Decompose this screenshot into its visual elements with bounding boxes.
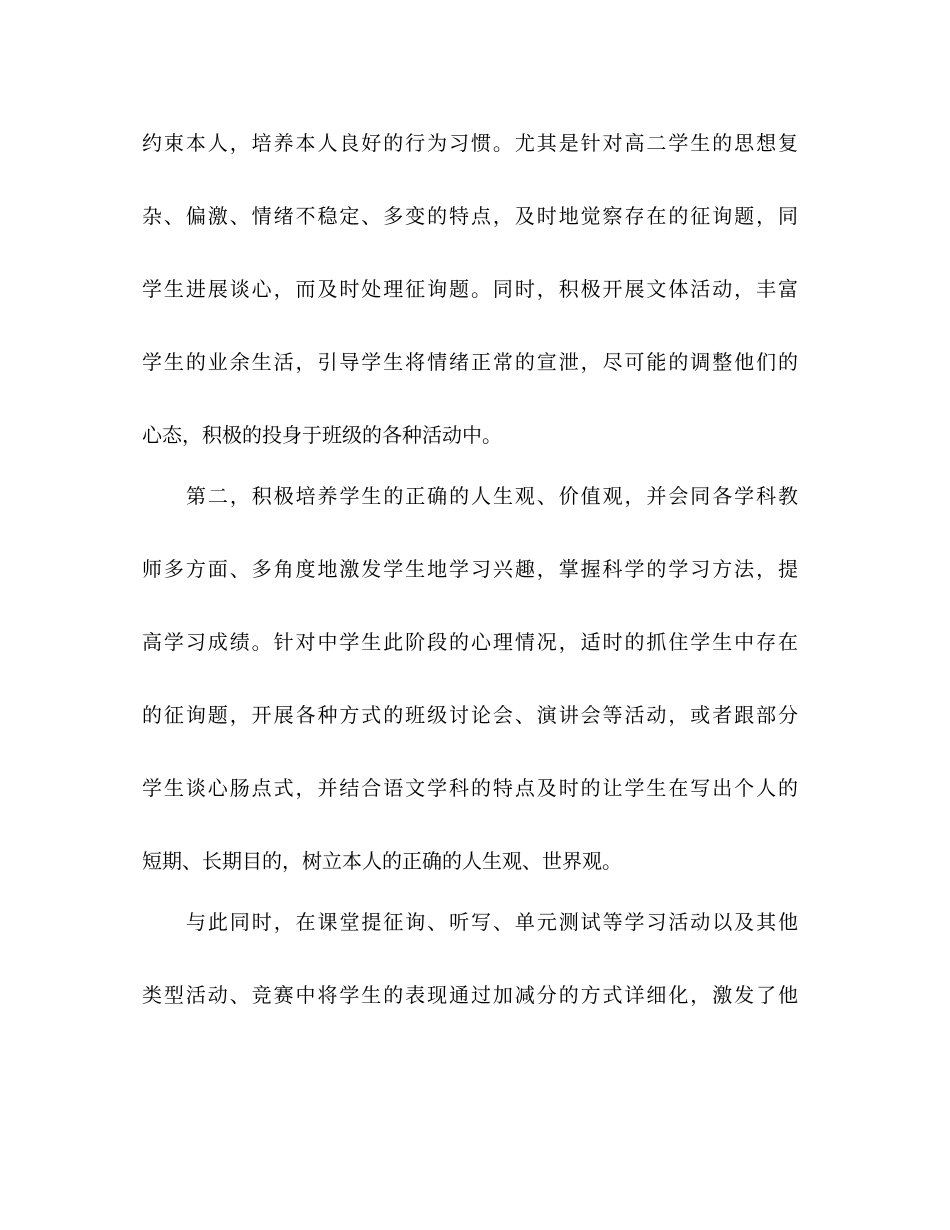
text-line: 学生进展谈心，而及时处理征询题。同时，积极开展文体活动，丰富 — [142, 277, 798, 301]
text-line: 心态，积极的投身于班级的各种活动中。 — [142, 423, 502, 447]
paragraph-first-line: 第二，积极培养学生的正确的人生观、价值观，并会同各学科教 — [186, 484, 798, 508]
text-line: 学生谈心肠点式，并结合语文学科的特点及时的让学生在写出个人的 — [142, 776, 798, 800]
text-line: 学生的业余生活，引导学生将情绪正常的宣泄，尽可能的调整他们的 — [142, 350, 798, 374]
text-line: 约束本人，培养本人良好的行为习惯。尤其是针对高二学生的思想复 — [142, 131, 798, 155]
text-line: 类型活动、竞赛中将学生的表现通过加减分的方式详细化，激发了他 — [142, 983, 798, 1007]
text-line: 的征询题，开展各种方式的班级讨论会、演讲会等活动，或者跟部分 — [142, 703, 798, 727]
text-line: 杂、偏激、情绪不稳定、多变的特点，及时地觉察存在的征询题，同 — [142, 204, 798, 228]
text-line: 师多方面、多角度地激发学生地学习兴趣，掌握科学的学习方法，提 — [142, 557, 798, 581]
text-line: 短期、长期目的，树立本人的正确的人生观、世界观。 — [142, 849, 622, 873]
text-line: 高学习成绩。针对中学生此阶段的心理情况，适时的抓住学生中存在 — [142, 630, 798, 654]
paragraph-first-line: 与此同时，在课堂提征询、听写、单元测试等学习活动以及其他 — [186, 910, 798, 934]
